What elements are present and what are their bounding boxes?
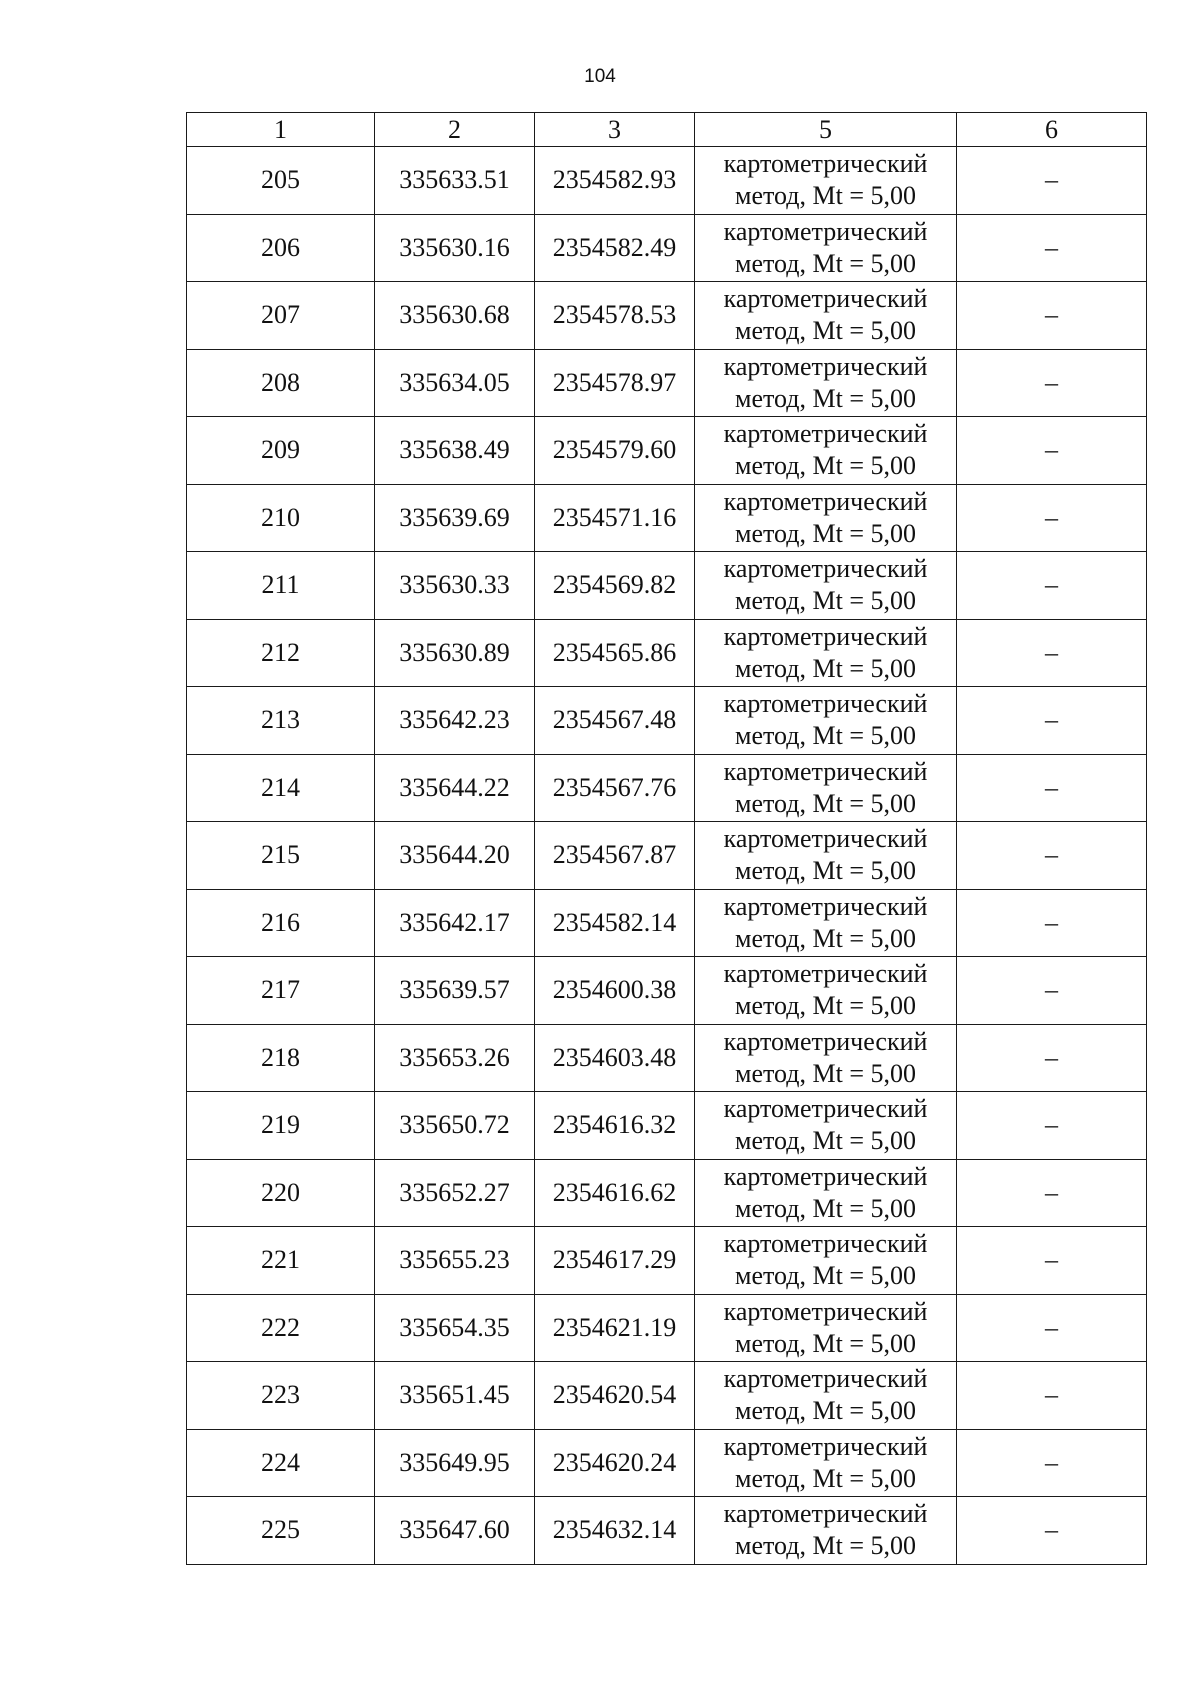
method-line-1: картометрический xyxy=(723,1364,928,1394)
point-number-cell: 219 xyxy=(187,1092,375,1160)
method-line-1: картометрический xyxy=(723,1229,928,1259)
x-coordinate-cell: 335630.68 xyxy=(375,282,535,350)
point-number-cell: 211 xyxy=(187,552,375,620)
x-coordinate-cell: 335633.51 xyxy=(375,147,535,215)
column-6-cell: – xyxy=(957,349,1147,417)
method-line-2: метод, Mt = 5,00 xyxy=(735,1531,916,1561)
method-line-1: картометрический xyxy=(723,756,928,786)
table-row xyxy=(187,282,1147,350)
table-row xyxy=(187,1429,1147,1497)
column-6-cell: – xyxy=(957,687,1147,755)
header-col-3: 3 xyxy=(535,113,695,147)
method-cell xyxy=(695,484,957,552)
y-coordinate-cell: 2354567.76 xyxy=(535,754,695,822)
x-coordinate-cell: 335642.23 xyxy=(375,687,535,755)
y-coordinate-cell: 2354603.48 xyxy=(535,1024,695,1092)
header-col-1: 1 xyxy=(187,113,375,147)
method-cell xyxy=(695,1092,957,1160)
x-coordinate-cell: 335639.69 xyxy=(375,484,535,552)
table-row xyxy=(187,417,1147,485)
method-line-2: метод, Mt = 5,00 xyxy=(735,1463,916,1493)
column-6-cell: – xyxy=(957,957,1147,1025)
y-coordinate-cell: 2354567.87 xyxy=(535,822,695,890)
method-line-2: метод, Mt = 5,00 xyxy=(735,316,916,346)
method-line-1: картометрический xyxy=(723,1296,928,1326)
method-line-2: метод, Mt = 5,00 xyxy=(735,1261,916,1291)
method-line-1: картометрический xyxy=(723,891,928,921)
point-number-cell: 210 xyxy=(187,484,375,552)
method-cell xyxy=(695,1429,957,1497)
x-coordinate-cell: 335654.35 xyxy=(375,1294,535,1362)
point-number-cell: 208 xyxy=(187,349,375,417)
x-coordinate-cell: 335642.17 xyxy=(375,889,535,957)
method-cell xyxy=(695,1159,957,1227)
x-coordinate-cell: 335638.49 xyxy=(375,417,535,485)
method-line-2: метод, Mt = 5,00 xyxy=(735,518,916,548)
method-line-2: метод, Mt = 5,00 xyxy=(735,586,916,616)
method-cell xyxy=(695,754,957,822)
column-6-cell: – xyxy=(957,1159,1147,1227)
method-cell xyxy=(695,1294,957,1362)
column-6-cell: – xyxy=(957,1092,1147,1160)
method-cell xyxy=(695,147,957,215)
table-row xyxy=(187,957,1147,1025)
method-cell xyxy=(695,822,957,890)
point-number-cell: 224 xyxy=(187,1429,375,1497)
method-cell xyxy=(695,282,957,350)
point-number-cell: 223 xyxy=(187,1362,375,1430)
point-number-cell: 216 xyxy=(187,889,375,957)
table-row xyxy=(187,1227,1147,1295)
method-line-1: картометрический xyxy=(723,351,928,381)
table-row xyxy=(187,1092,1147,1160)
y-coordinate-cell: 2354620.24 xyxy=(535,1429,695,1497)
method-line-1: картометрический xyxy=(723,1026,928,1056)
y-coordinate-cell: 2354616.32 xyxy=(535,1092,695,1160)
method-line-1: картометрический xyxy=(723,149,928,179)
method-cell xyxy=(695,417,957,485)
table-row xyxy=(187,1024,1147,1092)
table-row xyxy=(187,147,1147,215)
method-line-1: картометрический xyxy=(723,621,928,651)
method-line-2: метод, Mt = 5,00 xyxy=(735,383,916,413)
table-row xyxy=(187,889,1147,957)
method-cell xyxy=(695,957,957,1025)
point-number-cell: 214 xyxy=(187,754,375,822)
method-cell xyxy=(695,552,957,620)
y-coordinate-cell: 2354571.16 xyxy=(535,484,695,552)
column-6-cell: – xyxy=(957,1497,1147,1565)
point-number-cell: 213 xyxy=(187,687,375,755)
point-number-cell: 217 xyxy=(187,957,375,1025)
header-col-2: 2 xyxy=(375,113,535,147)
method-cell xyxy=(695,1362,957,1430)
point-number-cell: 220 xyxy=(187,1159,375,1227)
method-line-2: метод, Mt = 5,00 xyxy=(735,721,916,751)
y-coordinate-cell: 2354579.60 xyxy=(535,417,695,485)
column-6-cell: – xyxy=(957,417,1147,485)
method-line-2: метод, Mt = 5,00 xyxy=(735,181,916,211)
method-line-1: картометрический xyxy=(723,1094,928,1124)
y-coordinate-cell: 2354565.86 xyxy=(535,619,695,687)
y-coordinate-cell: 2354616.62 xyxy=(535,1159,695,1227)
table-row xyxy=(187,754,1147,822)
method-line-2: метод, Mt = 5,00 xyxy=(735,1193,916,1223)
method-line-2: метод, Mt = 5,00 xyxy=(735,1396,916,1426)
table-row xyxy=(187,349,1147,417)
method-line-2: метод, Mt = 5,00 xyxy=(735,451,916,481)
point-number-cell: 209 xyxy=(187,417,375,485)
table-row xyxy=(187,1294,1147,1362)
point-number-cell: 218 xyxy=(187,1024,375,1092)
point-number-cell: 212 xyxy=(187,619,375,687)
method-line-1: картометрический xyxy=(723,1499,928,1529)
y-coordinate-cell: 2354569.82 xyxy=(535,552,695,620)
point-number-cell: 221 xyxy=(187,1227,375,1295)
method-line-2: метод, Mt = 5,00 xyxy=(735,788,916,818)
x-coordinate-cell: 335644.22 xyxy=(375,754,535,822)
method-line-1: картометрический xyxy=(723,554,928,584)
x-coordinate-cell: 335647.60 xyxy=(375,1497,535,1565)
method-line-2: метод, Mt = 5,00 xyxy=(735,1126,916,1156)
table-header-row xyxy=(187,113,1147,147)
y-coordinate-cell: 2354578.97 xyxy=(535,349,695,417)
x-coordinate-cell: 335650.72 xyxy=(375,1092,535,1160)
method-line-1: картометрический xyxy=(723,689,928,719)
y-coordinate-cell: 2354600.38 xyxy=(535,957,695,1025)
method-cell xyxy=(695,1497,957,1565)
table-row xyxy=(187,619,1147,687)
x-coordinate-cell: 335630.33 xyxy=(375,552,535,620)
header-col-6: 6 xyxy=(957,113,1147,147)
column-6-cell: – xyxy=(957,484,1147,552)
method-cell xyxy=(695,214,957,282)
method-line-2: метод, Mt = 5,00 xyxy=(735,991,916,1021)
x-coordinate-cell: 335644.20 xyxy=(375,822,535,890)
method-line-2: метод, Mt = 5,00 xyxy=(735,923,916,953)
header-col-5: 5 xyxy=(695,113,957,147)
column-6-cell: – xyxy=(957,147,1147,215)
table-row xyxy=(187,214,1147,282)
method-line-1: картометрический xyxy=(723,216,928,246)
point-number-cell: 215 xyxy=(187,822,375,890)
x-coordinate-cell: 335653.26 xyxy=(375,1024,535,1092)
column-6-cell: – xyxy=(957,1024,1147,1092)
y-coordinate-cell: 2354617.29 xyxy=(535,1227,695,1295)
y-coordinate-cell: 2354582.14 xyxy=(535,889,695,957)
x-coordinate-cell: 335634.05 xyxy=(375,349,535,417)
x-coordinate-cell: 335651.45 xyxy=(375,1362,535,1430)
column-6-cell: – xyxy=(957,1362,1147,1430)
page-number: 104 xyxy=(584,66,616,87)
table-row xyxy=(187,822,1147,890)
point-number-cell: 222 xyxy=(187,1294,375,1362)
x-coordinate-cell: 335655.23 xyxy=(375,1227,535,1295)
x-coordinate-cell: 335639.57 xyxy=(375,957,535,1025)
method-line-1: картометрический xyxy=(723,1161,928,1191)
y-coordinate-cell: 2354578.53 xyxy=(535,282,695,350)
method-cell xyxy=(695,889,957,957)
column-6-cell: – xyxy=(957,214,1147,282)
column-6-cell: – xyxy=(957,1429,1147,1497)
column-6-cell: – xyxy=(957,282,1147,350)
column-6-cell: – xyxy=(957,889,1147,957)
method-line-1: картометрический xyxy=(723,419,928,449)
method-line-2: метод, Mt = 5,00 xyxy=(735,1328,916,1358)
method-line-1: картометрический xyxy=(723,284,928,314)
y-coordinate-cell: 2354582.93 xyxy=(535,147,695,215)
method-line-1: картометрический xyxy=(723,1431,928,1461)
y-coordinate-cell: 2354620.54 xyxy=(535,1362,695,1430)
table-row xyxy=(187,1497,1147,1565)
y-coordinate-cell: 2354621.19 xyxy=(535,1294,695,1362)
method-line-1: картометрический xyxy=(723,824,928,854)
column-6-cell: – xyxy=(957,1227,1147,1295)
method-line-2: метод, Mt = 5,00 xyxy=(735,1058,916,1088)
column-6-cell: – xyxy=(957,552,1147,620)
method-line-2: метод, Mt = 5,00 xyxy=(735,653,916,683)
table-row xyxy=(187,1159,1147,1227)
y-coordinate-cell: 2354567.48 xyxy=(535,687,695,755)
point-number-cell: 225 xyxy=(187,1497,375,1565)
table-row xyxy=(187,552,1147,620)
x-coordinate-cell: 335652.27 xyxy=(375,1159,535,1227)
method-line-2: метод, Mt = 5,00 xyxy=(735,856,916,886)
column-6-cell: – xyxy=(957,619,1147,687)
method-cell xyxy=(695,1227,957,1295)
y-coordinate-cell: 2354632.14 xyxy=(535,1497,695,1565)
column-6-cell: – xyxy=(957,754,1147,822)
method-cell xyxy=(695,619,957,687)
method-cell xyxy=(695,349,957,417)
coordinates-table xyxy=(186,112,1147,1565)
method-cell xyxy=(695,1024,957,1092)
table-row xyxy=(187,484,1147,552)
table-row xyxy=(187,1362,1147,1430)
y-coordinate-cell: 2354582.49 xyxy=(535,214,695,282)
method-line-1: картометрический xyxy=(723,486,928,516)
table-row xyxy=(187,687,1147,755)
column-6-cell: – xyxy=(957,1294,1147,1362)
x-coordinate-cell: 335630.16 xyxy=(375,214,535,282)
point-number-cell: 205 xyxy=(187,147,375,215)
method-cell xyxy=(695,687,957,755)
method-line-2: метод, Mt = 5,00 xyxy=(735,248,916,278)
x-coordinate-cell: 335649.95 xyxy=(375,1429,535,1497)
method-line-1: картометрический xyxy=(723,959,928,989)
x-coordinate-cell: 335630.89 xyxy=(375,619,535,687)
column-6-cell: – xyxy=(957,822,1147,890)
table-body xyxy=(187,147,1147,1565)
point-number-cell: 207 xyxy=(187,282,375,350)
point-number-cell: 206 xyxy=(187,214,375,282)
